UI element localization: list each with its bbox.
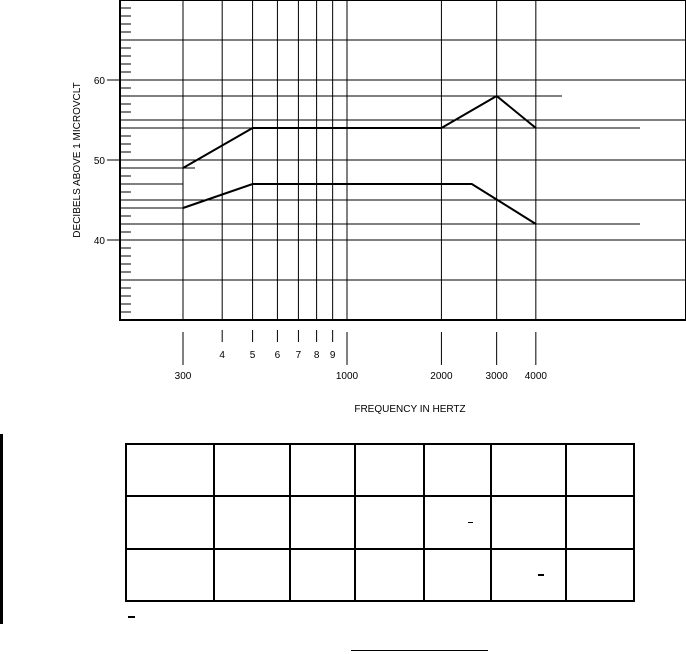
- side-bar: [0, 434, 3, 624]
- x-tick-label: 8: [313, 350, 320, 361]
- x-tick-label: 4: [219, 350, 225, 361]
- table-body: [126, 444, 634, 601]
- x-tick-label: 1000: [335, 371, 359, 382]
- grid-layer: [120, 0, 686, 320]
- table-row: [126, 444, 634, 496]
- table-cell: [214, 496, 290, 548]
- series-line-1: [183, 96, 536, 168]
- y-axis-title: DECIBELS ABOVE 1 MICROVCLT: [72, 82, 83, 238]
- x-tick-label: 300: [174, 371, 192, 382]
- table-cell: [214, 549, 290, 601]
- table-cell: [491, 549, 566, 601]
- table-cell: [566, 549, 634, 601]
- table-cell: [424, 444, 491, 496]
- table-cell: [290, 549, 355, 601]
- table-cell: [566, 444, 634, 496]
- dash-mark: [538, 574, 544, 576]
- table-row: [126, 549, 634, 601]
- table-cell: [491, 444, 566, 496]
- y-tick-label: 60: [93, 76, 105, 87]
- table-cell: [355, 549, 424, 601]
- data-table: [125, 443, 635, 602]
- x-tick-label: 3000: [485, 371, 508, 382]
- table-cell: [355, 496, 424, 548]
- table-cell: [491, 496, 566, 548]
- x-tick-label: 6: [274, 350, 281, 361]
- x-tick-label: 5: [249, 350, 256, 361]
- x-tick-label: 4000: [524, 371, 547, 382]
- table-cell: [290, 496, 355, 548]
- table-cell: [355, 444, 424, 496]
- dash-mark: [468, 522, 473, 523]
- x-tick-label: 7: [295, 350, 302, 361]
- x-tick-label: 9: [329, 350, 336, 361]
- table-cell: [424, 549, 491, 601]
- table-cell: [214, 444, 290, 496]
- table-cell: [126, 549, 214, 601]
- signature-line: [351, 650, 488, 651]
- y-tick-label: 40: [93, 236, 105, 247]
- table-cell: [126, 444, 214, 496]
- x-axis-title: FREQUENCY IN HERTZ: [354, 404, 466, 415]
- table-cell: [424, 496, 491, 548]
- y-tick-label: 50: [93, 156, 105, 167]
- table-cell: [290, 444, 355, 496]
- y-ticks: [94, 8, 139, 312]
- x-tick-label: 2000: [430, 371, 453, 382]
- series-line-2: [183, 184, 536, 224]
- x-ticks: [175, 330, 548, 382]
- table-row: [126, 496, 634, 548]
- dash-mark: [128, 616, 135, 618]
- table-cell: [126, 496, 214, 548]
- table-cell: [566, 496, 634, 548]
